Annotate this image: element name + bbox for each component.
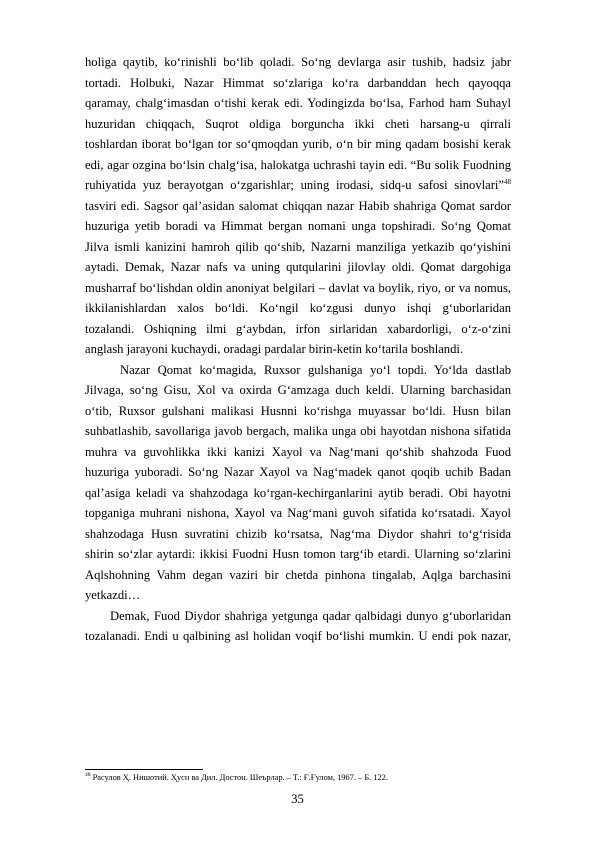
text-line: Aqlshohning Vahm degan vaziri bir chetda pinhona tingalab, Aqlga barchasini [85, 567, 511, 582]
text-line: toshlardan iborat bo‘lgan tor so‘qmoqdan yurib, o‘n bir ming qadam bosishi kerak [85, 137, 511, 151]
text-line: o‘tib, Ruxsor gulshani malikasi Husnni ko‘rishga muyassar bo‘ldi. Husn bilan [85, 403, 511, 418]
text-line: edi, agar ozgina bo‘lsin chalg‘isa, halokatga uchrashi tayin edi. “Bu solik Fuodning [85, 157, 511, 172]
paragraph-end-line: yetkazdi… [85, 588, 141, 602]
text-line: Jilvaga, so‘ng Gisu, Xol va oxirda G‘amzaga duch keldi. Ularning barchasidan [85, 383, 511, 397]
paragraph-start-line: Nazar Qomat ko‘magida, Ruxsor gulshaniga yo‘l topdi. Yo‘lda dastlab [120, 362, 511, 377]
text-line: huzuriga yuboradi. So‘ng Nazar Xayol va Nag‘madek qanot qoqib uchib Badan [85, 465, 511, 479]
paragraph-end-line: anglash jarayoni kuchaydi, oradagi pardalar birin-ketin ko‘tarila boshlandi. [85, 342, 464, 356]
text-line: tasviri edi. Sagsor qal’asidan salomat chiqqan nazar Habib shahriga Qomat sardor [85, 198, 511, 213]
text-line: muhra va guvohlikka ikki kanizi Xayol va Nag‘mani qo‘shib shahzoda Fuod [85, 444, 511, 459]
page-number: 35 [291, 792, 304, 806]
text-line: suhbatlashib, savollariga javob bergach, malika unga obi hayotdan nishona sifatida [85, 424, 511, 438]
text-line: holiga qaytib, ko‘rinishli bo‘lib qoladi. So‘ng devlarga asir tushib, hadsiz jabr [85, 55, 511, 69]
footnote-divider [85, 769, 203, 770]
footnote-reference[interactable]: 48 [504, 177, 511, 186]
text-line: shirin so‘zlar aytardi: ikkisi Fuodni Husn tomon targ‘ib etardi. Ularning so‘zlarini [85, 547, 511, 561]
text-line: tortadi. Holbuki, Nazar Himmat so‘zlariga ko‘ra darbanddan hech qayoqqa [85, 75, 511, 90]
text-line: musharraf bo‘lishdan oldin anoniyat belgilari – davlat va boylik, riyo, or va nomus, [85, 280, 511, 295]
text-line: huzuriga yetib boradi va Himmat bergan nomani unga topshiradi. So‘ng Qomat [85, 219, 511, 233]
footnote-number: 48 [85, 772, 91, 779]
text-line: qal’asiga keladi va shahzodaga ko‘rgan-kechirganlarini aytib beradi. Obi hayotni [85, 485, 511, 500]
body-text [85, 52, 511, 647]
text-line: huzuridan chiqqach, Suqrot oldiga borguncha ikki cheti harsang-u qirrali [85, 116, 511, 131]
text-line: tozalanadi. Endi u qalbining asl holidan voqif bo‘lishi mumkin. U endi pok nazar, [85, 629, 511, 643]
text-line-with-footnote-ref [85, 175, 511, 196]
paragraph-start-line: Demak, Fuod Diydor shahriga yetgunga qadar qalbidagi dunyo g‘uborlaridan [110, 608, 511, 623]
text-line: ruhiyatida yuz berayotgan o‘zgarishlar; uning irodasi, sidq-u safosi sinovlari” [85, 178, 504, 192]
text-line: qaramay, chalg‘imasdan o‘tishi kerak edi. Yodingizda bo‘lsa, Farhod ham Suhayl [85, 96, 511, 110]
footnote-text: Расулов Ҳ. Нишотий. Ҳусн ва Дил. Достон. Шеърлар. – Т.: Ғ.Ғулом, 1967. – Б. 122. [92, 773, 388, 782]
text-line: Jilva ismli kanizini hamroh qilib qo‘shib, Nazarni manziliga yetkazib qo‘yishini [85, 239, 511, 254]
text-line: topganiga muhrani nishona, Xayol va Nag‘mani guvoh sifatida ko‘rsatadi. Xayol [85, 506, 511, 520]
text-line: ikkilanishlardan xalos bo‘ldi. Ko‘ngil ko‘zgusi dunyo ishqi g‘uborlaridan [85, 301, 511, 315]
footnote [85, 772, 511, 783]
text-line: shahzodaga Husn suvratini chizib ko‘rsatsa, Nag‘ma Diydor shahri to‘g‘risida [85, 526, 511, 541]
text-line: aytadi. Demak, Nazar nafs va uning qutqularini jilovlay oldi. Qomat dargohiga [85, 260, 511, 274]
text-line: tozalandi. Oshiqning ilmi g‘aybdan, irfon sirlaridan xabardorligi, o‘z-o‘zini [85, 321, 511, 336]
